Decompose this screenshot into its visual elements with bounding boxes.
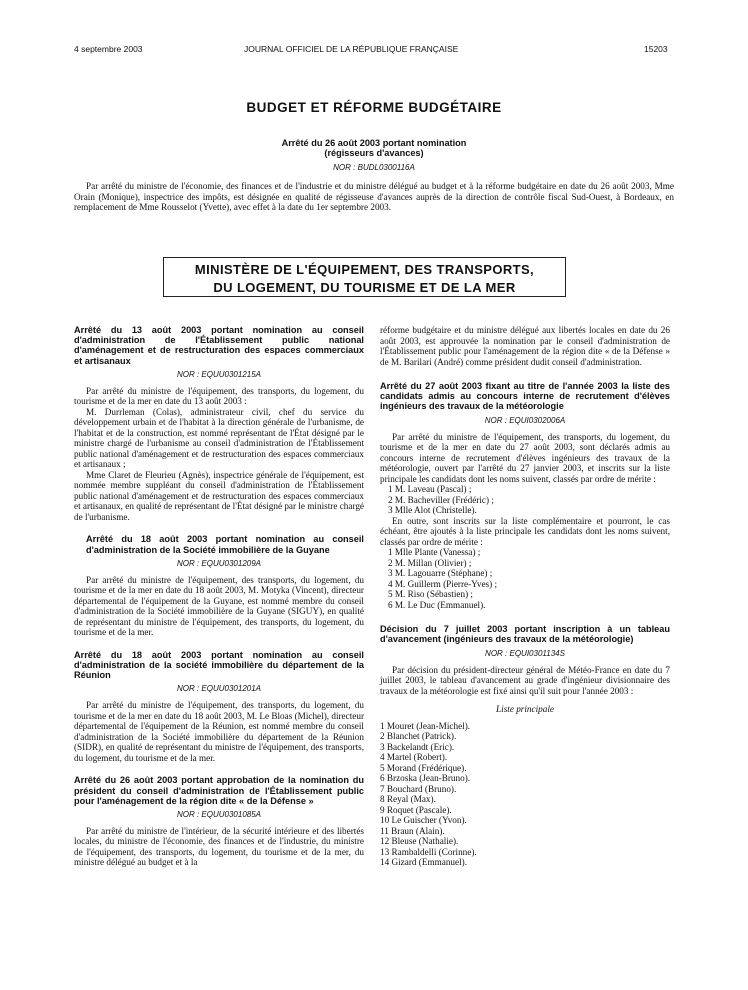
list-item: 6 M. Le Duc (Emmanuel).: [388, 599, 486, 610]
article-continuation: réforme budgétaire et du ministre délégué aux libertés locales en date du 26 août 2003, est approuvée la nomination par le conseil d'administration de l'Établissement public pour l'aménagement de la région dite « de la Défense » de M. Barilari (André) comme président dudit conseil d'administration.: [380, 325, 670, 367]
list-item: 12 Bleuse (Nathalie).: [380, 836, 459, 847]
list-item: 2 M. Millan (Olivier) ;: [388, 557, 472, 568]
list-item: 9 Roquet (Pascale).: [380, 804, 452, 815]
list-item: 8 Reyal (Max).: [380, 794, 436, 805]
budget-title-line1: Arrêté du 26 août 2003 portant nomination: [281, 138, 467, 148]
complementary-list: [380, 547, 670, 610]
article-nor: NOR : EQUI0302006A: [484, 415, 566, 425]
article-title: Arrêté du 18 août 2003 portant nomination au conseil d'administration de la Société immobilière de la Guyane: [86, 534, 364, 555]
list-item: 11 Braun (Alain).: [380, 825, 445, 836]
article-nor: NOR : EQUU0301085A: [176, 809, 262, 819]
budget-title-line2: (régisseurs d'avances): [324, 148, 424, 159]
list-item: 14 Gizard (Emmanuel).: [380, 857, 467, 868]
list-item: 2 M. Bacheviller (Frédéric) ;: [388, 494, 494, 505]
list-item: 4 Martel (Robert).: [380, 752, 448, 763]
article-title: Arrêté du 26 août 2003 portant approbation de la nomination du président du conseil d'administration de l'Établissement public pour l'aménagement de la région dite « de la Défense »: [74, 775, 364, 806]
article-title: Arrêté du 13 août 2003 portant nomination au conseil d'administration de l'Établissement public national d'aménagement et de restructuration des espaces commerciaux et artisanaux: [74, 325, 364, 366]
budget-title: [0, 138, 748, 158]
article-paragraph: Par arrêté du ministre de l'équipement, des transports, du logement, du tourisme et de la mer en date du 18 août 2003, M. Le Bloas (Michel), directeur départemental de l'équipement de la Réunion, est nommé membre du conseil d'administration de la Société immobilière du département de la Réunion (SIDR), en qualité de représentant du ministre de l'équipement, des transports, du logement, du tourisme et de la mer.: [74, 700, 364, 763]
admitted-list: [380, 484, 670, 516]
article-title: Arrêté du 27 août 2003 fixant au titre de l'année 2003 la liste des candidats admis au concours interne de recrutement d'élèves ingénieurs des travaux de la météorologie: [380, 381, 670, 412]
article-paragraph: M. Durrleman (Colas), administrateur civil, chef du service du développement urbain et de l'habitat à la direction générale de l'urbanisme, de l'habitat et de la construction, est nommé représentant de l'État désigné par le ministre chargé de l'urbanisme au conseil d'administration de l'Établissement public national d'aménagement et de restructuration des espaces commerciaux et artisanaux ;: [74, 406, 364, 470]
list-item: 1 M. Laveau (Pascal) ;: [388, 484, 472, 495]
list-item: 2 Blanchet (Patrick).: [380, 731, 457, 742]
list-item: 5 M. Riso (Sébastien) ;: [388, 589, 473, 600]
header-date: 4 septembre 2003: [74, 44, 143, 54]
list-heading: Liste principale: [496, 704, 554, 715]
article-paragraph: Par décision du président-directeur général de Météo-France en date du 7 juillet 2003, le tableau d'avancement au grade d'ingénieur divisionnaire des travaux de la météorologie est fixé ainsi qu'il suit pour l'année 2003 :: [380, 664, 670, 696]
left-column: [74, 325, 364, 868]
budget-text: Par arrêté du ministre de l'économie, des finances et de l'industrie et du ministre délégué au budget et à la réforme budgétaire en date du 26 août 2003, Mme Orain (Monique), inspectrice des impôts, est désignée en qualité de régisseuse d'avances auprès de la direction de contrôle fiscal Sud-Ouest, à Bordeaux, en remplacement de Mme Rousselot (Yvette), avec effet à la date du 1er septembre 2003.: [74, 181, 674, 212]
article-paragraph: Par arrêté du ministre de l'équipement, des transports, du logement, du tourisme et de la mer en date du 27 août 2003, sont déclarés admis au concours interne de recrutement d'élèves ingénieurs des travaux de la météorologie, ouvert par l'arrêté du 27 janvier 2003, et inscrits sur la liste principale les candidats dont les noms suivent, classés par ordre de mérite :: [380, 431, 670, 484]
section-heading-budget: BUDGET ET RÉFORME BUDGÉTAIRE: [246, 100, 502, 115]
list-item: 1 Mouret (Jean-Michel).: [380, 720, 471, 731]
article-nor: NOR : EQUI0301134S: [485, 648, 565, 658]
article-nor: NOR : EQUU0301201A: [176, 684, 262, 694]
article-nor: NOR : EQUU0301209A: [176, 558, 262, 568]
list-item: 3 Mlle Alot (Christelle).: [388, 505, 477, 516]
list-item: 10 Le Guischer (Yvon).: [380, 815, 467, 826]
article-paragraph: Par arrêté du ministre de l'équipement, des transports, du logement, du tourisme et de la mer en date du 18 août 2003, M. Motyka (Vincent), directeur départemental de l'équipement de la Guyane, est nommé membre du conseil d'administration de la Société immobilière de la Guyane (SIGUY), en qualité de représentant du ministre de l'équipement, des transports, du logement, du tourisme et de la mer.: [74, 574, 364, 638]
list-item: 13 Rambaldelli (Corinne).: [380, 846, 477, 857]
header-journal: JOURNAL OFFICIEL DE LA RÉPUBLIQUE FRANÇAISE: [244, 44, 459, 54]
article-title: Décision du 7 juillet 2003 portant inscription à un tableau d'avancement (ingénieurs des travaux de la météorologie): [380, 624, 670, 645]
list-item: 1 Mlle Plante (Vanessa) ;: [388, 547, 481, 558]
article-paragraph: En outre, sont inscrits sur la liste complémentaire et pourront, le cas échéant, être ajoutés à la liste principale les candidats dont les noms suivent, classés par ordre de mérite :: [380, 515, 670, 547]
article-paragraph: Par arrêté du ministre de l'intérieur, de la sécurité intérieure et des libertés locales, du ministre de l'économie, des finances et de l'industrie, du ministre de l'équipement, des transports, du logement, du tourisme et de la mer, du ministre délégué au budget et à la: [74, 825, 364, 868]
header-page-number: 15203: [644, 44, 668, 54]
article-title: Arrêté du 18 août 2003 portant nomination au conseil d'administration de la société immobilière du département de la Réunion: [74, 649, 364, 681]
ministry-heading-box: [163, 257, 566, 297]
article-paragraph: Mme Claret de Fleurieu (Agnès), inspectrice générale de l'équipement, est nommée membre suppléant du conseil d'administration de l'Établissement public national d'aménagement et de restructuration des espaces commerciaux et artisanaux, en qualité de représentant de l'État désigné par le ministre chargé de l'urbanisme.: [74, 469, 365, 522]
ministry-line1: MINISTÈRE DE L'ÉQUIPEMENT, DES TRANSPORTS,: [194, 262, 535, 277]
list-item: 7 Bouchard (Bruno).: [380, 783, 457, 794]
list-item: 3 M. Lagouarre (Stéphane) ;: [388, 568, 493, 579]
article-nor: NOR : EQUU0301215A: [176, 369, 262, 379]
article-paragraph: Par arrêté du ministre de l'équipement, des transports, du logement, du tourisme et de la mer en date du 13 août 2003 :: [74, 385, 364, 407]
list-item: 4 M. Guillerm (Pierre-Yves) ;: [388, 578, 498, 589]
budget-nor: NOR : BUDL0300116A: [333, 163, 415, 172]
list-item: 6 Brzoska (Jean-Bruno).: [380, 773, 471, 784]
ministry-line2: DU LOGEMENT, DU TOURISME ET DE LA MER: [213, 280, 516, 295]
promotion-list: [380, 721, 670, 868]
list-item: 3 Backelandt (Eric).: [380, 741, 455, 752]
list-item: 5 Morand (Frédérique).: [380, 762, 467, 773]
right-column: [380, 325, 670, 868]
